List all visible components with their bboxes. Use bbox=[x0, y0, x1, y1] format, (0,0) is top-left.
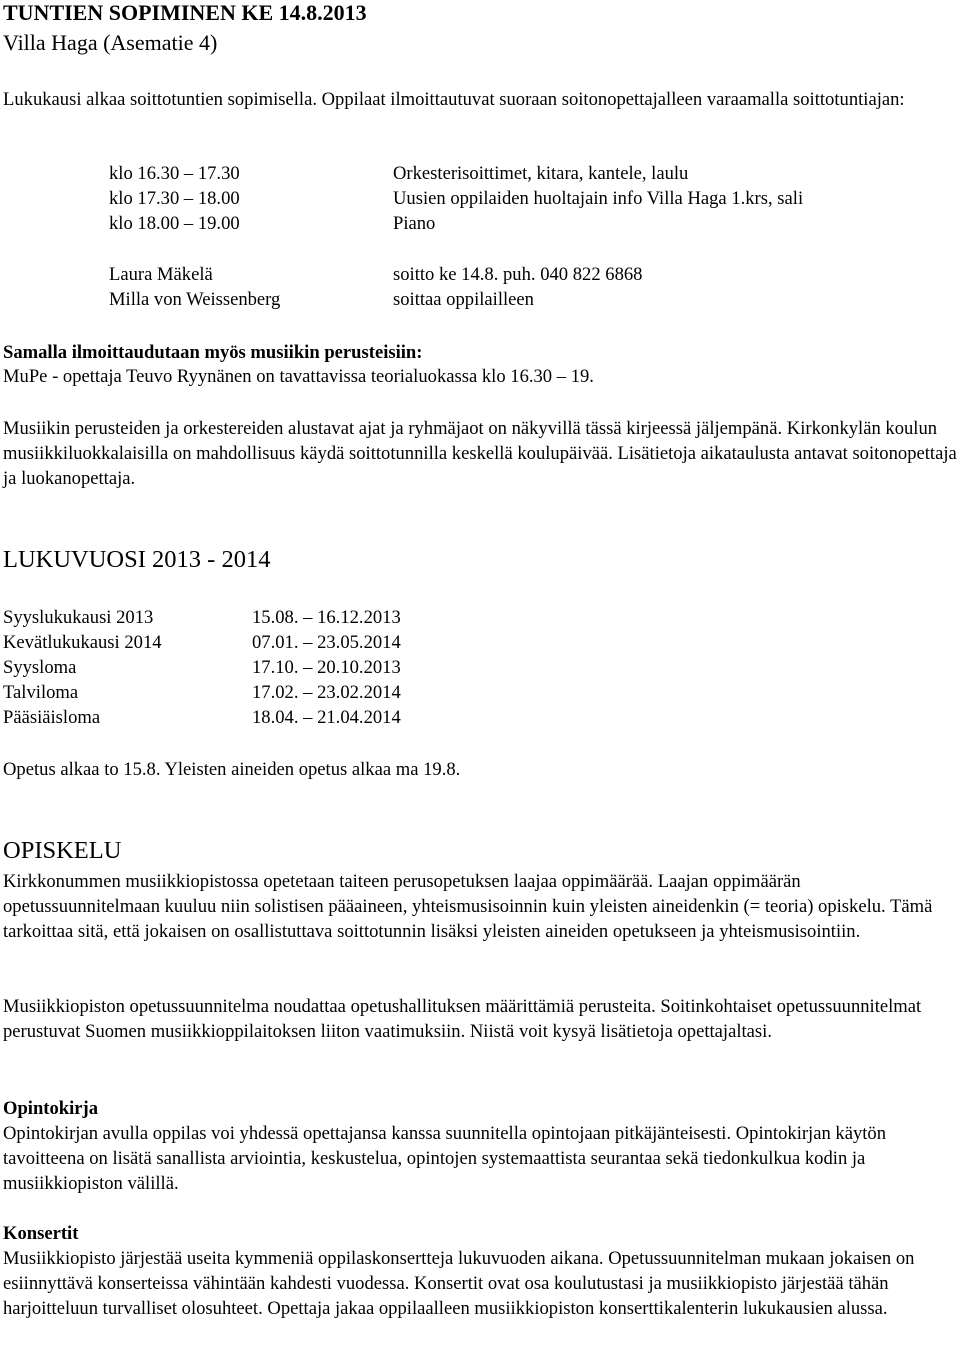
schedule-time: klo 18.00 – 19.00 bbox=[109, 213, 240, 234]
period-name: Syyslukukausi 2013 bbox=[3, 607, 154, 628]
schedule-desc: Uusien oppilaiden huoltajain info Villa Haga 1.krs, sali bbox=[393, 188, 804, 209]
year-heading: LUKUVUOSI 2013 - 2014 bbox=[3, 546, 271, 573]
teacher-info: soittaa oppilailleen bbox=[393, 289, 534, 310]
intro-text: Lukukausi alkaa soittotuntien sopimisella. Oppilaat ilmoittautuvat suoraan soitonopettajalleen varaamalla soittotuntiajan: bbox=[3, 89, 905, 110]
period-dates: 07.01. – 23.05.2014 bbox=[252, 632, 401, 653]
period-name: Talviloma bbox=[3, 682, 79, 703]
teacher-name: Milla von Weissenberg bbox=[109, 289, 281, 310]
notes-text: Musiikin perusteiden ja orkestereiden alustavat ajat ja ryhmäjaot on näkyvillä tässä kirjeessä jäljempänä. Kirkonkylän koulun musiikkiluokkalaisilla on mahdollisuus käydä soittotunnilla keskellä koulupäivää. Lisätietoja aikataulusta antavat soitonopettaja ja luokanopettaja. bbox=[3, 418, 957, 489]
period-name: Pääsiäisloma bbox=[3, 707, 101, 728]
period-dates: 18.04. – 21.04.2014 bbox=[252, 707, 401, 728]
theory-heading: Samalla ilmoittaudutaan myös musiikin perusteisiin: bbox=[3, 342, 423, 363]
period-dates: 17.10. – 20.10.2013 bbox=[252, 657, 401, 678]
teacher-name: Laura Mäkelä bbox=[109, 264, 213, 285]
schedule-time: klo 17.30 – 18.00 bbox=[109, 188, 240, 209]
schedule-time: klo 16.30 – 17.30 bbox=[109, 163, 240, 184]
period-dates: 17.02. – 23.02.2014 bbox=[252, 682, 401, 703]
konsertit-text: Musiikkiopisto järjestää useita kymmeniä oppilaskonsertteja lukuvuoden aikana. Opetussuunnitelman mukaan jokaisen on esiinnyttävä konserteissa vähintään kahdesti vuodessa. Konsertit ovat osa koulutustasi ja musiikkiopisto järjestää tähän harjoitteluun turvalliset olosuhteet. Opettaja jakaa oppilaalleen musiikkiopiston konserttikalenterin lukukausien alussa. bbox=[3, 1248, 915, 1319]
start-info: Opetus alkaa to 15.8. Yleisten aineiden opetus alkaa ma 19.8. bbox=[3, 759, 461, 780]
schedule-desc: Piano bbox=[393, 213, 436, 234]
opiskelu-paragraph-1: Kirkkonummen musiikkiopistossa opetetaan taiteen perusopetuksen laajaa oppimäärää. Laajan oppimäärän opetussuunnitelmaan kuuluu niin solistisen pääaineen, yhteismusisoinnin kuin yleisten aineidenkin (= teoria) opiskelu. Tämä tarkoittaa sitä, että jokaisen on osallistuttava soittotunnin lisäksi yleisten aineiden opetukseen ja yhteismusisointiin. bbox=[3, 871, 933, 942]
opintokirja-text: Opintokirjan avulla oppilas voi yhdessä opettajansa kanssa suunnitella opintojaan pitkäjänteisesti. Opintokirjan käytön tavoitteena on lisätä sanallista arviointia, keskustelua, opintojen systemaattista seurantaa sekä tiedonkulkua kodin ja musiikkiopiston välillä. bbox=[3, 1123, 887, 1194]
theory-line: MuPe - opettaja Teuvo Ryynänen on tavattavissa teorialuokassa klo 16.30 – 19. bbox=[3, 366, 594, 387]
opiskelu-heading: OPISKELU bbox=[3, 837, 122, 864]
period-name: Syysloma bbox=[3, 657, 77, 678]
opiskelu-paragraph-2: Musiikkiopiston opetussuunnitelma noudattaa opetushallituksen määrittämiä perusteita. Soitinkohtaiset opetussuunnitelmat perustuvat Suomen musiikkioppilaitoksen liiton vaatimuksiin. Niistä voit kysyä lisätietoja opettajaltasi. bbox=[3, 996, 922, 1042]
period-name: Kevätlukukausi 2014 bbox=[3, 632, 162, 653]
konsertit-heading: Konsertit bbox=[3, 1223, 79, 1244]
location: Villa Haga (Asematie 4) bbox=[3, 30, 218, 55]
opintokirja-heading: Opintokirja bbox=[3, 1098, 99, 1119]
teacher-info: soitto ke 14.8. puh. 040 822 6868 bbox=[393, 264, 643, 285]
page-title: TUNTIEN SOPIMINEN KE 14.8.2013 bbox=[3, 0, 367, 25]
period-dates: 15.08. – 16.12.2013 bbox=[252, 607, 401, 628]
schedule-desc: Orkesterisoittimet, kitara, kantele, laulu bbox=[393, 163, 689, 184]
